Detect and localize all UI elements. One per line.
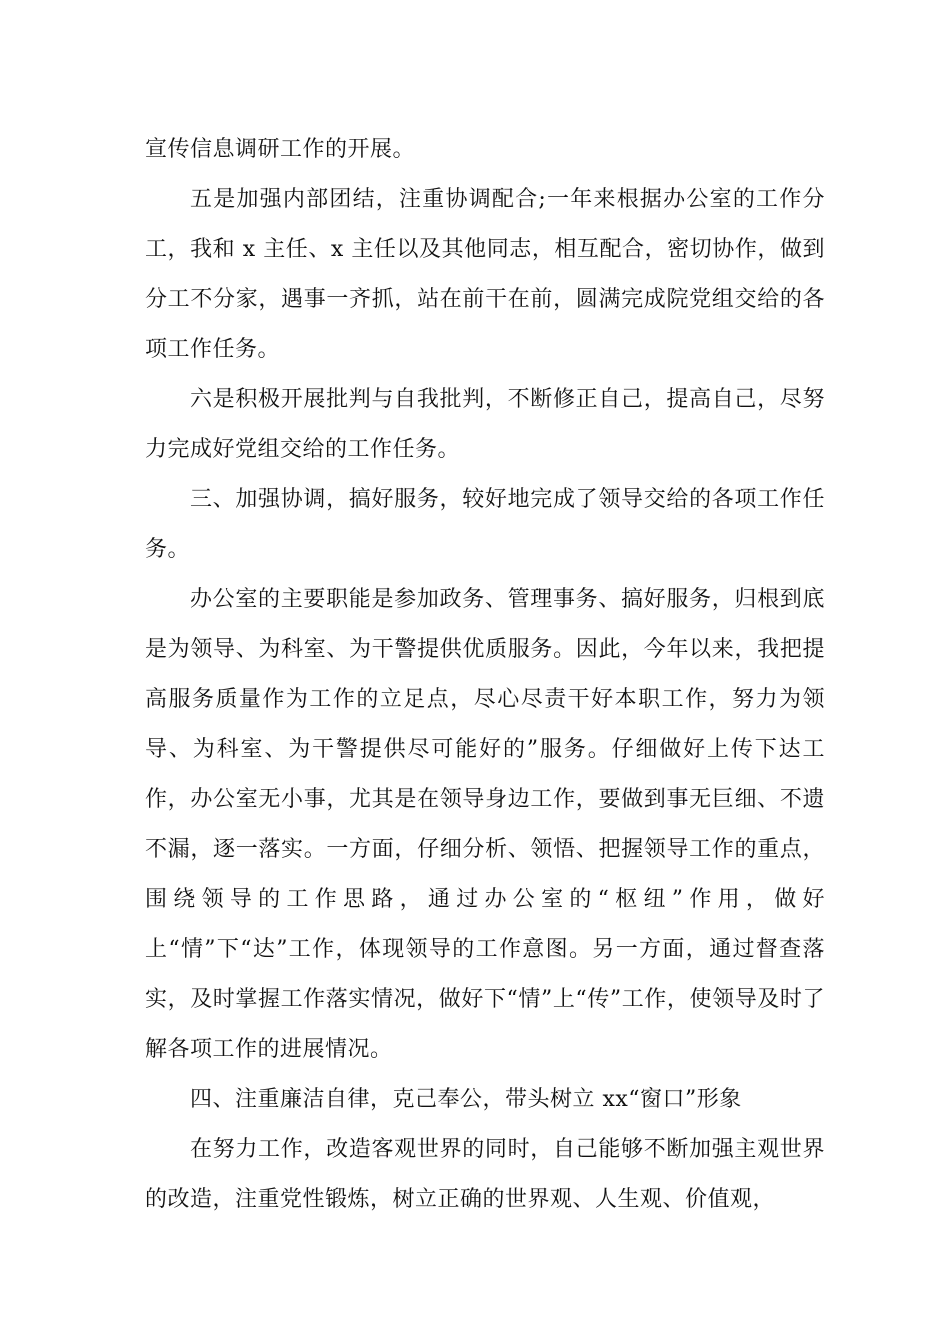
- paragraph: 宣传信息调研工作的开展。: [145, 137, 416, 162]
- paragraph: 六是积极开展批判与自我批判，不断修正自己，提高自己，尽努力完成好党组交给的工作任务。: [145, 387, 825, 462]
- document-body: [145, 125, 825, 1225]
- paragraph: 三、加强协调，搞好服务，较好地完成了领导交给的各项工作任务。: [145, 487, 825, 562]
- paragraph: 五是加强内部团结，注重协调配合;一年来根据办公室的工作分工，我和 x 主任、x 主任以及其他同志，相互配合，密切协作，做到分工不分家，遇事一齐抓，站在前干在前，圆满完成院党组交给的各项工作任务。: [145, 187, 825, 362]
- paragraph: 在努力工作，改造客观世界的同时，自己能够不断加强主观世界的改造，注重党性锻炼，树立正确的世界观、人生观、价值观，: [145, 1137, 825, 1212]
- paragraph: 四、注重廉洁自律，克己奉公，带头树立 xx“窗口”形象: [190, 1087, 742, 1112]
- paragraph: 办公室的主要职能是参加政务、管理事务、搞好服务，归根到底是为领导、为科室、为干警提供优质服务。因此，今年以来，我把提高服务质量作为工作的立足点，尽心尽责干好本职工作，努力为领导、为科室、为干警提供尽可能好的”服务。仔细做好上传下达工作，办公室无小事，尤其是在领导身边工作，要做到事无巨细、不遗不漏，逐一落实。一方面，仔细分析、领悟、把握领导工作的重点，围绕领导的工作思路，通过办公室的“枢纽”作用，做好上“情”下“达”工作，体现领导的工作意图。另一方面，通过督查落实，及时掌握工作落实情况，做好下“情”上“传”工作，使领导及时了解各项工作的进展情况。: [145, 587, 825, 1062]
